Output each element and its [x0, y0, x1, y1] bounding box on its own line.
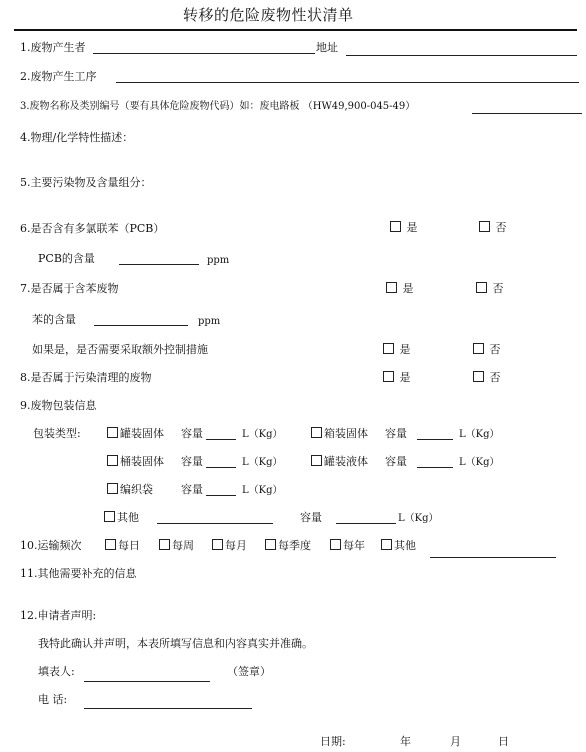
q7-yes-option[interactable]	[386, 282, 414, 296]
opt-label: 其他	[394, 539, 416, 552]
no-label: 否	[495, 221, 507, 234]
page-title: 转移的危险废物性状清单	[183, 6, 354, 24]
capacity-field[interactable]	[206, 467, 236, 468]
opt-label: 每月	[225, 539, 247, 552]
opt-label: 每日	[118, 539, 140, 552]
benzene-content-label: 苯的含量	[32, 313, 76, 326]
opt-tank-liquid[interactable]	[311, 455, 368, 469]
capacity-field[interactable]	[336, 523, 396, 524]
checkbox-icon[interactable]	[473, 371, 484, 382]
extra-no-option[interactable]	[473, 343, 501, 357]
freq-weekly[interactable]	[159, 539, 194, 553]
no-label: 否	[489, 371, 501, 384]
checkbox-icon[interactable]	[383, 371, 394, 382]
checkbox-icon[interactable]	[479, 221, 490, 232]
package-type-label: 包装类型:	[33, 427, 81, 440]
q11-label: 11.其他需要补充的信息	[20, 567, 137, 580]
q9-label: 9.废物包装信息	[20, 399, 97, 412]
opt-woven-bag[interactable]	[107, 483, 153, 497]
capacity-field[interactable]	[417, 467, 453, 468]
checkbox-icon[interactable]	[212, 539, 223, 550]
benzene-unit: ppm	[198, 316, 221, 327]
q8-yes-option[interactable]	[383, 371, 411, 385]
opt-label: 罐装液体	[324, 455, 368, 468]
opt-barrel-solid[interactable]	[107, 455, 164, 469]
freq-other-field[interactable]	[430, 557, 556, 558]
checkbox-icon[interactable]	[311, 455, 322, 466]
opt-tank-solid[interactable]	[107, 427, 164, 441]
unit-label: L（Kg）	[242, 457, 283, 468]
q6-label: 6.是否含有多氯联苯（PCB）	[20, 222, 165, 235]
freq-yearly[interactable]	[330, 539, 365, 553]
address-label: 地址	[316, 41, 338, 54]
q7-no-option[interactable]	[476, 282, 504, 296]
q10-label: 10.运输频次	[20, 539, 82, 552]
checkbox-icon[interactable]	[107, 455, 118, 466]
freq-monthly[interactable]	[212, 539, 247, 553]
capacity-label: 容量	[181, 483, 203, 496]
address-field[interactable]	[346, 55, 577, 56]
checkbox-icon[interactable]	[476, 282, 487, 293]
unit-label: L（Kg）	[459, 429, 500, 440]
extra-yes-option[interactable]	[383, 343, 411, 357]
yes-label: 是	[406, 221, 418, 234]
year-label: 年	[400, 735, 411, 748]
capacity-label: 容量	[385, 455, 407, 468]
unit-label: L（Kg）	[242, 485, 283, 496]
checkbox-icon[interactable]	[381, 539, 392, 550]
checkbox-icon[interactable]	[390, 221, 401, 232]
waste-name-field[interactable]	[472, 113, 582, 114]
opt-label: 每周	[172, 539, 194, 552]
checkbox-icon[interactable]	[265, 539, 276, 550]
checkbox-icon[interactable]	[386, 282, 397, 293]
opt-label: 每季度	[278, 539, 311, 552]
filler-field[interactable]	[84, 681, 210, 682]
opt-box-solid[interactable]	[311, 427, 368, 441]
yes-label: 是	[399, 343, 411, 356]
checkbox-icon[interactable]	[104, 511, 115, 522]
opt-label: 桶装固体	[120, 455, 164, 468]
checkbox-icon[interactable]	[383, 343, 394, 354]
pcb-content-label: PCB的含量	[38, 252, 95, 265]
extra-control-label: 如果是，是否需要采取额外控制措施	[32, 343, 208, 356]
capacity-label: 容量	[181, 427, 203, 440]
checkbox-icon[interactable]	[473, 343, 484, 354]
checkbox-icon[interactable]	[159, 539, 170, 550]
unit-label: L（Kg）	[398, 513, 439, 524]
phone-field[interactable]	[84, 708, 252, 709]
no-label: 否	[489, 343, 501, 356]
checkbox-icon[interactable]	[107, 483, 118, 494]
checkbox-icon[interactable]	[311, 427, 322, 438]
generator-field[interactable]	[93, 53, 315, 54]
date-label: 日期:	[320, 735, 346, 748]
phone-label: 电 话:	[38, 693, 68, 706]
q7-label: 7.是否属于含苯废物	[20, 282, 119, 295]
checkbox-icon[interactable]	[107, 427, 118, 438]
q8-label: 8.是否属于污染清理的废物	[20, 371, 152, 384]
freq-quarterly[interactable]	[265, 539, 311, 553]
q12-label: 12.申请者声明:	[20, 609, 97, 622]
yes-label: 是	[402, 282, 414, 295]
pcb-unit: ppm	[207, 255, 230, 266]
declaration-statement: 我特此确认并声明，本表所填写信息和内容真实并准确。	[38, 637, 313, 650]
unit-label: L（Kg）	[459, 457, 500, 468]
q8-no-option[interactable]	[473, 371, 501, 385]
capacity-label: 容量	[300, 511, 322, 524]
q1-label: 1.废物产生者	[20, 41, 86, 54]
freq-other[interactable]	[381, 539, 416, 553]
opt-other-package[interactable]	[104, 511, 139, 525]
capacity-field[interactable]	[206, 439, 236, 440]
opt-label: 其他	[117, 511, 139, 524]
opt-label: 每年	[343, 539, 365, 552]
checkbox-icon[interactable]	[105, 539, 116, 550]
capacity-field[interactable]	[206, 495, 236, 496]
unit-label: L（Kg）	[242, 429, 283, 440]
capacity-label: 容量	[181, 455, 203, 468]
capacity-label: 容量	[385, 427, 407, 440]
q6-yes-option[interactable]	[390, 221, 418, 235]
other-package-field[interactable]	[157, 523, 273, 524]
q4-label: 4.物理/化学特性描述：	[20, 131, 134, 144]
freq-daily[interactable]	[105, 539, 140, 553]
pcb-content-field[interactable]	[119, 264, 199, 265]
checkbox-icon[interactable]	[330, 539, 341, 550]
process-field[interactable]	[116, 82, 579, 83]
opt-label: 箱装固体	[324, 427, 368, 440]
capacity-field[interactable]	[417, 439, 453, 440]
q5-label: 5.主要污染物及含量组分：	[20, 176, 152, 189]
no-label: 否	[492, 282, 504, 295]
filler-label: 填表人:	[38, 665, 75, 678]
q6-no-option[interactable]	[479, 221, 507, 235]
q3-label: 3.废物名称及类别编号（要有具体危险废物代码）如：废电路板 （HW49,900-045-49）	[20, 101, 416, 112]
yes-label: 是	[399, 371, 411, 384]
month-label: 月	[450, 735, 461, 748]
day-label: 日	[498, 735, 509, 748]
benzene-content-field[interactable]	[94, 325, 188, 326]
seal-label: （签章）	[227, 665, 271, 678]
opt-label: 编织袋	[120, 483, 153, 496]
title-rule	[14, 29, 577, 31]
opt-label: 罐装固体	[120, 427, 164, 440]
q2-label: 2.废物产生工序	[20, 70, 97, 83]
